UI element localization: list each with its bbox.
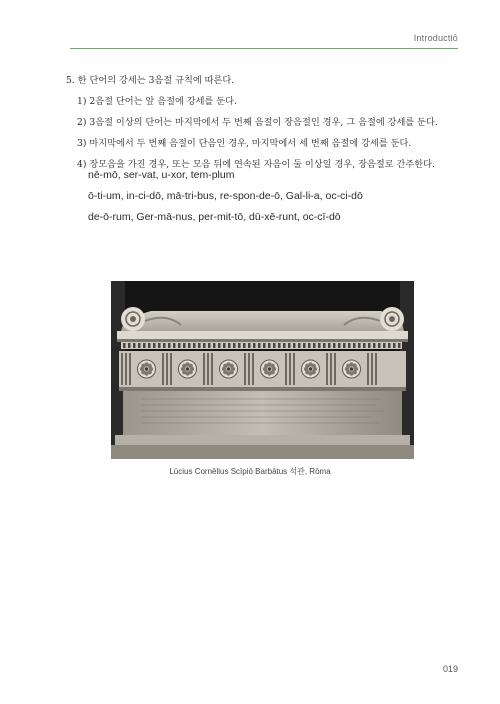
latin-examples — [88, 165, 468, 228]
sarcophagus-photo — [111, 281, 414, 459]
example-line: ō-ti-um, in-ci-dō, mā-tri-bus, re-spon-de-ō, Gal-li-a, oc-ci-dō — [88, 190, 363, 202]
rule-item: 2) 3음절 이상의 단어는 마지막에서 두 번째 음절이 장음절인 경우, 그 음절에 강세를 둔다. — [77, 117, 438, 128]
figure-caption: Lūcius Cornēlius Scīpiō Barbātus 석관, Rōma — [169, 467, 331, 476]
header-rule — [70, 48, 458, 49]
rule-heading: 5. 한 단어의 강세는 3음절 규칙에 따른다. — [66, 75, 235, 86]
sarcophagus-illustration — [111, 281, 414, 459]
stress-rules — [66, 70, 466, 175]
rule-item: 3) 마지막에서 두 번째 음절이 단음인 경우, 마지막에서 세 번째 음절에 강세를 둔다. — [77, 138, 412, 149]
rule-item: 1) 2음절 단어는 앞 음절에 강세를 둔다. — [77, 96, 237, 107]
example-line: nē-mō, ser-vat, u-xor, tem-plum — [88, 169, 235, 181]
rule-item: 4) 장모음을 가진 경우, 또는 모음 뒤에 연속된 자음이 둘 이상일 경우, 장음절로 간주한다. — [77, 159, 435, 170]
example-line: de-ō-rum, Ger-mā-nus, per-mit-tō, dū-xē-runt, oc-cī-dō — [88, 211, 341, 223]
running-head: Introductiō — [413, 33, 458, 43]
page-number: 019 — [442, 664, 458, 674]
